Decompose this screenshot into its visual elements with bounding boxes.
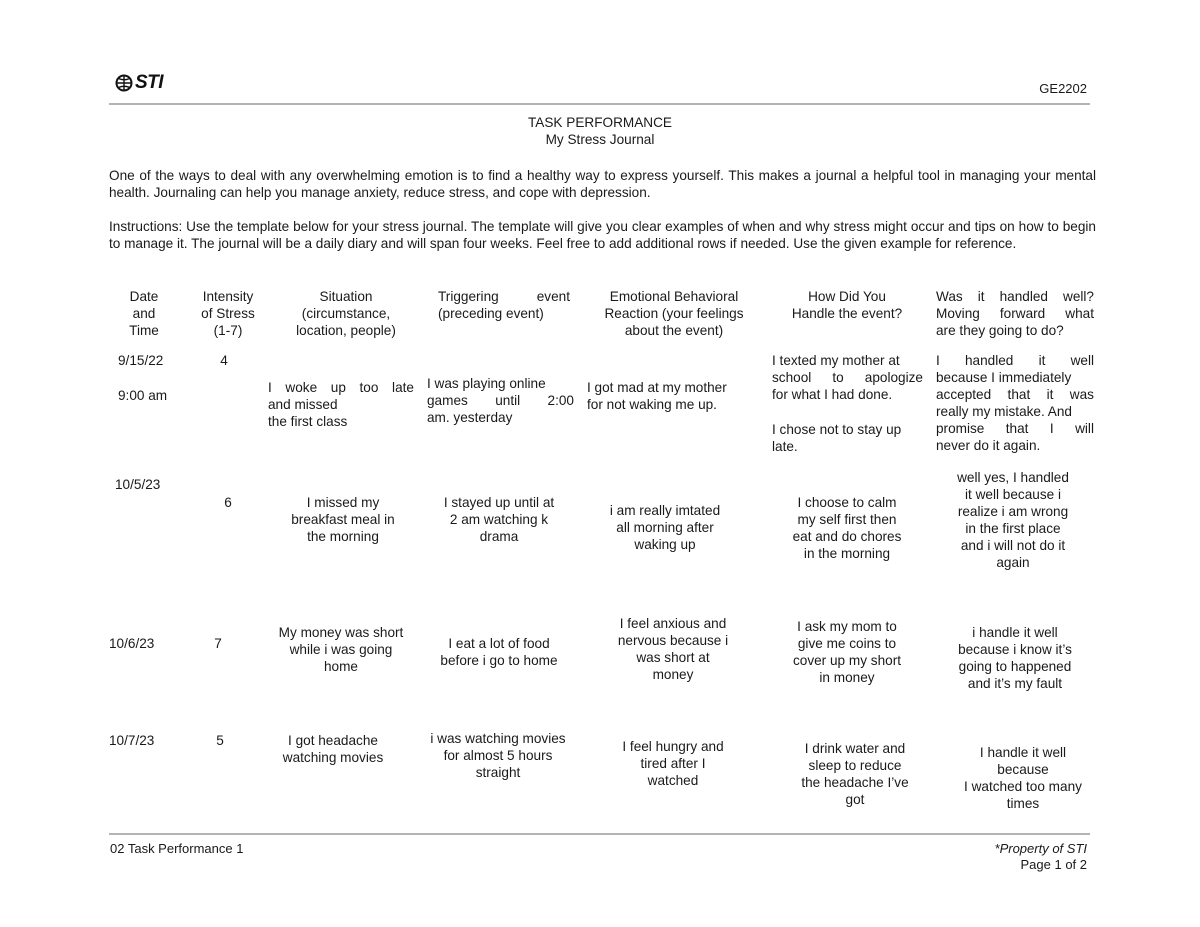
row4-handled-well: I handle it well because I watched too many times xyxy=(964,745,1082,811)
header-date: Date and Time xyxy=(129,289,159,338)
row2-intensity: 6 xyxy=(224,495,232,510)
row1-situation: I woke up too late and missed the first class xyxy=(268,380,414,429)
row3-situation: My money was short while i was going home xyxy=(278,625,404,674)
row4-date: 10/7/23 xyxy=(109,733,155,748)
row3-handled: I ask my mom to give me coins to cover up my short in money xyxy=(792,619,902,685)
row1-date: 9/15/22 xyxy=(118,353,164,368)
header-emotion: Emotional Behavioral Reaction (your feelings about the event) xyxy=(604,289,744,338)
row3-handled-well: i handle it well because i know it’s going to happened and it’s my fault xyxy=(958,625,1072,691)
header-handled: How Did You Handle the event? xyxy=(791,289,903,321)
row3-emotion: I feel anxious and nervous because i was short at money xyxy=(617,616,729,682)
footer-label: 02 Task Performance 1 xyxy=(110,841,244,856)
row2-handled: I choose to calm my self first then eat and do chores in the morning xyxy=(792,495,902,561)
header-intensity: Intensity of Stress (1-7) xyxy=(201,289,255,338)
row2-emotion: i am really imtated all morning after waking up xyxy=(609,503,721,552)
row4-trigger: i was watching movies for almost 5 hours straight xyxy=(430,731,566,780)
row1-time: 9:00 am xyxy=(118,388,168,403)
title-line-2: My Stress Journal xyxy=(545,132,655,147)
globe-icon xyxy=(115,73,133,93)
header-handled-well: Was it handled well? Moving forward what are they going to do? xyxy=(936,289,1094,338)
row1-trigger: I was playing online games until 2:00 am. yesterday xyxy=(427,376,574,425)
row1-handled: I texted my mother at school to apologize for what I had done. xyxy=(772,353,923,402)
footer-meta xyxy=(995,841,1087,873)
property-notice: *Property of STI xyxy=(994,841,1087,856)
row1-intensity: 4 xyxy=(220,353,228,368)
intro-paragraph: One of the ways to deal with any overwhelming emotion is to find a healthy way to express yourself. This makes a journal a helpful tool in managing your mental health. Journaling can help you manage anxiety, reduce stress, and cope with depression. xyxy=(109,168,1096,200)
row4-situation: I got headache watching movies xyxy=(282,733,384,765)
header-trigger: Triggering event (preceding event) xyxy=(438,289,570,321)
row2-trigger: I stayed up until at 2 am watching k drama xyxy=(443,495,555,544)
row1-handled-extra: I chose not to stay up late. xyxy=(772,422,902,454)
footer-divider xyxy=(109,833,1090,835)
row3-date: 10/6/23 xyxy=(109,636,155,651)
row3-trigger: I eat a lot of food before i go to home xyxy=(440,636,558,668)
title-line-1: TASK PERFORMANCE xyxy=(527,115,672,130)
page-number: Page 1 of 2 xyxy=(1020,857,1087,872)
row4-intensity: 5 xyxy=(216,733,224,748)
row4-emotion: I feel hungry and tired after I watched xyxy=(622,739,724,788)
instructions-paragraph: Instructions: Use the template below for your stress journal. The template will give you clear examples of when and why stress might occur and tips on how to begin to manage it. The journal will be a daily diary and will span four weeks. Feel free to add additional rows if needed. Use the given example for reference. xyxy=(109,219,1096,251)
row3-intensity: 7 xyxy=(214,636,222,651)
row4-handled: I drink water and sleep to reduce the headache I’ve got xyxy=(801,741,909,807)
sti-logo xyxy=(115,72,163,94)
logo-text: STI xyxy=(135,72,164,93)
header-situation: Situation (circumstance, location, people) xyxy=(296,289,396,338)
row1-emotion: I got mad at my mother for not waking me up. xyxy=(587,380,727,412)
header-divider xyxy=(109,103,1090,105)
row1-handled-well: I handled it well because I immediately accepted that it was really my mistake. And promise that I will never do it again. xyxy=(936,353,1094,453)
course-code: GE2202 xyxy=(1039,81,1087,96)
row2-situation: I missed my breakfast meal in the morning xyxy=(291,495,395,544)
row2-date: 10/5/23 xyxy=(115,477,161,492)
page-title xyxy=(0,114,1200,148)
row2-handled-well: well yes, I handled it well because i realize i am wrong in the first place and i will not do it again xyxy=(957,470,1069,570)
